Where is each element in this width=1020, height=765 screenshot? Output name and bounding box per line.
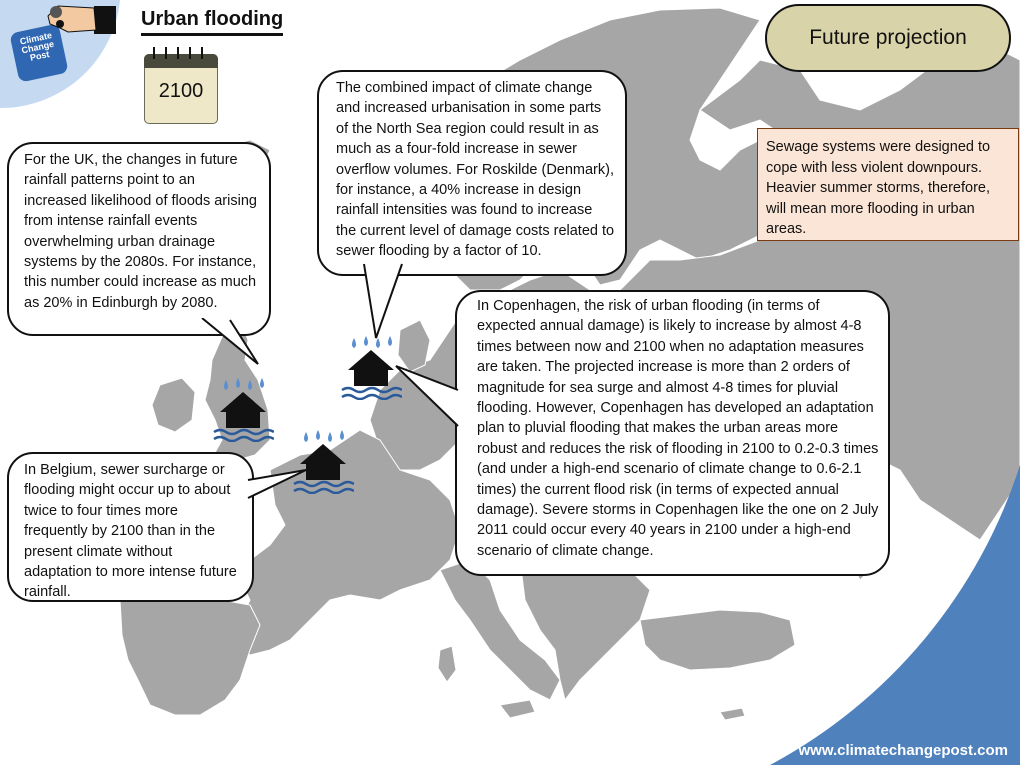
house-flood-icon <box>212 378 274 442</box>
north-sea-callout: The combined impact of climate change and increased urbanisation in some parts of the North Sea region could result in as much as a four-fold increase in sewer overflow volumes. For Roskilde (Denmark), for instance, a 40% increase in design rainfall intensities was found to increase the current level of damage costs related to sewer flooding by a factor of 10. <box>317 70 627 276</box>
logo-text: Climate Change Post <box>18 30 55 63</box>
calendar-year: 2100 <box>158 80 204 102</box>
future-projection-label: Future projection <box>809 26 967 49</box>
calendar-rings-icon <box>144 46 218 60</box>
belgium-callout-tail <box>246 466 308 506</box>
cyprus-shape <box>720 708 745 720</box>
page-title: Urban flooding <box>141 8 283 36</box>
turkey-shape <box>640 610 795 670</box>
ireland-shape <box>152 378 195 432</box>
calendar-icon <box>144 46 218 124</box>
belgium-callout: In Belgium, sewer surcharge or flooding might occur up to about twice to four times more frequently by 2100 than in the present climate without adaptation to more intense future rainfall. <box>7 452 254 602</box>
uk-callout: For the UK, the changes in future rainfall patterns point to an increased likelihood of floods arising from intense rainfall events overwhelming urban drainage systems by the 2080s. For instance, this number could increase as much as 20% in Edinburgh by 2080. <box>7 142 271 336</box>
website-link[interactable]: www.climatechangepost.com <box>798 742 1008 759</box>
iberia-shape <box>120 595 260 715</box>
logo-hand-icon <box>38 0 118 44</box>
sewage-note: Sewage systems were designed to cope with less violent downpours. Heavier summer storms, therefore, will mean more flooding in urban areas. <box>757 128 1019 241</box>
uk-callout-tail <box>200 318 260 368</box>
sicily-shape <box>500 700 535 718</box>
copenhagen-callout: In Copenhagen, the risk of urban flooding (in terms of expected annual damage) is likely to increase by almost 4-8 times between now and 2100 when no adaptation measures are taken. The projected increase is more than 2 orders of magnitude for sea surge and almost 4-8 times for pluvial flooding. However, Copenhagen has developed an adaptation plan to pluvial flooding that makes the urban areas more robust and reduces the risk of flooding in 2100 to 0.2-0.3 times (and under a high-end scenario of climate change to 0.6-2.1 times) the current flood risk (in terms of expected annual damage). Severe storms in Copenhagen like the one on 2 July 2011 could occur every 40 years in 2100 under a high-end scenario of climate change. <box>455 290 890 576</box>
future-projection-badge <box>765 4 1011 72</box>
north-sea-callout-tail <box>362 262 412 342</box>
copenhagen-callout-tail <box>392 362 464 434</box>
sardinia-shape <box>438 646 456 682</box>
